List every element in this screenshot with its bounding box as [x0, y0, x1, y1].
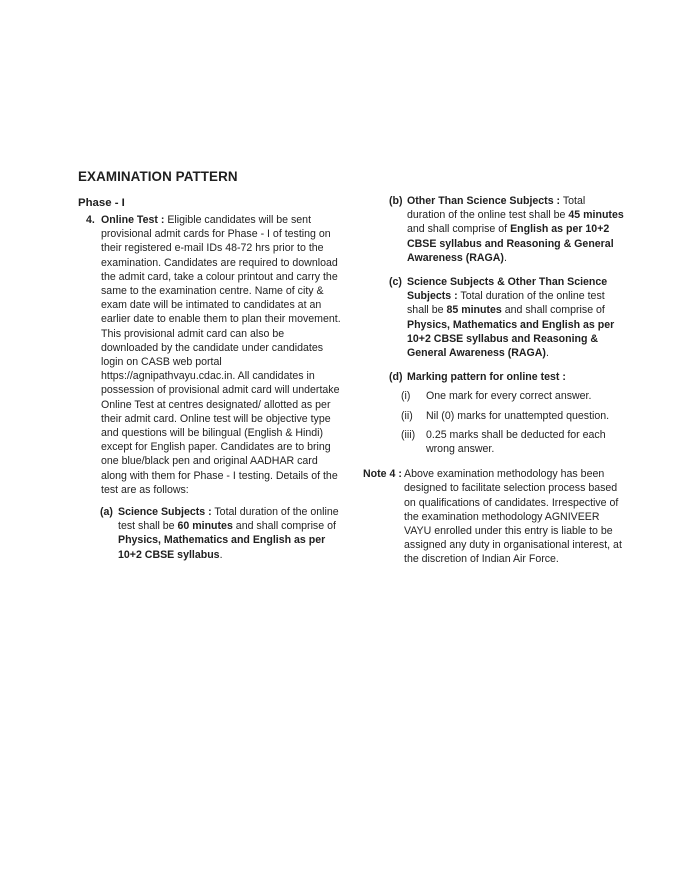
subitem-c-text-2: and shall comprise of	[504, 304, 605, 317]
subitem-b-text-2: and shall comprise of	[407, 223, 508, 236]
subitem-c-duration: 85 minutes	[446, 304, 502, 317]
subitem-a-subjects: Physics, Mathematics and English as per 10+2 CBSE syllabus	[118, 534, 326, 561]
subitem-b	[389, 194, 625, 265]
subitem-b-body	[407, 194, 625, 265]
subitem-a-text-1: Total duration of the online test shall be	[118, 506, 339, 533]
subitem-c-subjects: Physics, Mathematics and English as per 10+2 CBSE syllabus and Reasoning & General Awareness (RAGA)	[407, 318, 615, 360]
subitem-c-label: (c)	[389, 276, 402, 289]
subitem-c	[389, 275, 625, 360]
subitem-d-label: (d)	[389, 371, 403, 384]
marking-item-ii	[401, 409, 625, 423]
marking-item-ii-number: (ii)	[401, 409, 413, 422]
note-4	[363, 467, 625, 566]
subitem-c-body	[407, 275, 625, 360]
subitem-c-text-1: Total duration of the online test shall be	[407, 290, 605, 317]
subitem-b-text-1: Total duration of the online test shall be	[407, 195, 586, 222]
left-column	[86, 213, 344, 562]
subitem-b-heading: Other Than Science Subjects :	[407, 195, 561, 207]
page-title: EXAMINATION PATTERN	[78, 169, 238, 184]
subitem-a-label: (a)	[100, 506, 113, 519]
right-column	[363, 194, 625, 567]
subitem-d	[389, 370, 625, 384]
subitem-d-body	[407, 370, 625, 384]
subitem-b-end: .	[503, 251, 507, 264]
subitem-a-duration: 60 minutes	[177, 520, 233, 533]
item-4-text: Eligible candidates will be sent provisional admit cards for Phase - I of testing on their registered e-mail IDs 48-72 hrs prior to the examination. Candidates are required to download the admit card, take a colour printout and carry the same to the examination centre. Name of city & exam date will be intimated to candidates at an earlier date to enable them to plan their movement. This provisional admit card can also be downloaded by the candidate under candidates login on CASB web portal https://agnipathvayu.cdac.in. All candidates in possession of provisional admit card will undertake Online Test at centres designated/ allotted as per their admit card. Online test will be objective type and questions will be bilingual (English & Hindi) except for English paper. Candidates are to bring one blue/black pen and original AADHAR card along with them for Phase - I testing. Details of the test are as follows:	[101, 214, 341, 496]
subitem-b-duration: 45 minutes	[568, 209, 624, 222]
subitem-c-heading: Science Subjects & Other Than Science Subjects :	[407, 276, 608, 303]
subitem-a-text-2: and shall comprise of	[235, 520, 336, 533]
marking-item-i	[401, 389, 625, 403]
subitem-a-heading: Science Subjects :	[118, 506, 212, 519]
note-4-label: Note 4 :	[363, 468, 402, 481]
item-4-body	[101, 213, 344, 497]
marking-item-iii-number: (iii)	[401, 428, 416, 441]
subitem-a	[100, 505, 344, 562]
subitem-c-end: .	[545, 347, 549, 360]
marking-item-iii	[401, 428, 625, 456]
note-4-text: Above examination methodology has been designed to facilitate selection process based on qualifications of candidates. Irrespective of the examination methodology AGNIVEER VAYU enrolled under this entry is liable to be assigned any duty in organisational interest, at the discretion of Indian Air Force.	[404, 468, 622, 566]
marking-item-i-number: (i)	[401, 390, 411, 403]
subitem-d-heading: Marking pattern for online test :	[407, 371, 566, 384]
subitem-b-subjects: English as per 10+2 CBSE syllabus and Reasoning & General Awareness (RAGA)	[407, 223, 614, 264]
marking-item-ii-text: Nil (0) marks for unattempted question.	[426, 409, 610, 422]
item-4-number: 4.	[86, 214, 95, 226]
subitem-b-label: (b)	[389, 195, 403, 207]
phase-heading: Phase - I	[78, 197, 125, 209]
subitem-a-end: .	[219, 548, 223, 561]
marking-item-iii-text: 0.25 marks shall be deducted for each wrong answer.	[426, 428, 606, 456]
item-4-heading: Online Test :	[101, 214, 165, 226]
item-4	[86, 213, 344, 497]
subitem-a-body	[118, 505, 344, 562]
marking-item-i-text: One mark for every correct answer.	[426, 390, 592, 403]
